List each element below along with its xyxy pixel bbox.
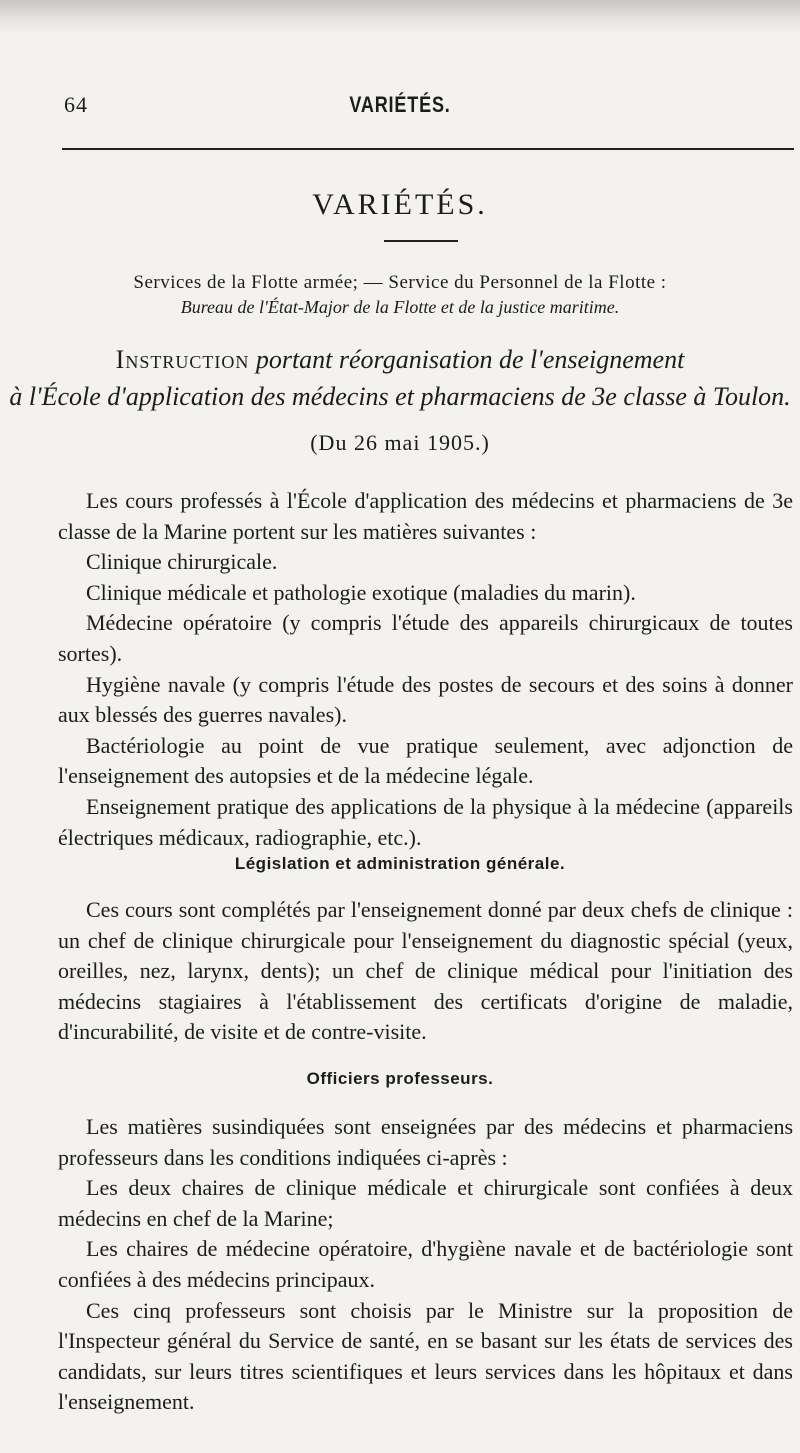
instruction-lead: Instruction (115, 345, 250, 374)
service-line-2: Bureau de l'État-Major de la Flotte et de la justice maritime. (180, 297, 620, 317)
paragraph: Clinique médicale et pathologie exotique (maladies du marin). (86, 579, 636, 605)
paragraph: Enseignement pratique des applications de la physique à la médecine (appareils électriques médicaux, radiographie, etc.). (58, 793, 793, 850)
title-rule (384, 240, 458, 242)
section-courses (58, 486, 793, 853)
paragraph: Bactériologie au point de vue pratique seulement, avec adjonction de l'enseignement des autopsies et de la médecine légale. (58, 732, 793, 789)
paragraph: Les chaires de médecine opératoire, d'hygiène navale et de bactériologie sont confiées à des médecins principaux. (58, 1236, 793, 1292)
instruction-title-line-2: à l'École d'application des médecins et pharmaciens de 3e classe à Toulon. (9, 382, 791, 411)
section-officers (58, 1112, 793, 1418)
instruction-date: (Du 26 mai 1905.) (310, 430, 490, 455)
scan-edge-shadow (0, 0, 800, 34)
instruction-title-line-1 (0, 345, 800, 375)
paragraph: Ces cours sont complétés par l'enseignement donné par deux chefs de clinique : un chef de clinique chirurgicale pour l'enseignement du diagnostic spécial (yeux, oreilles, nez, larynx, dents); un chef de clinique médical pour l'initiation des médecins stagiaires à l'établissement des certificats d'origine de maladie, d'incurabilité, de visite et de contre-visite. (58, 897, 793, 1045)
heading-officers: Officiers professeurs. (306, 1069, 494, 1088)
header-rule (62, 148, 794, 150)
paragraph: Les deux chaires de clinique médicale et chirurgicale sont confiées à deux médecins en chef de la Marine; (58, 1175, 793, 1231)
paragraph: Ces cinq professeurs sont choisis par le Ministre sur la proposition de l'Inspecteur général du Service de santé, en se basant sur les états de services des candidats, sur leurs titres scientifiques et leurs services dans les hôpitaux et dans l'enseignement. (58, 1297, 793, 1415)
paragraph: Clinique chirurgicale. (86, 549, 278, 575)
page-number: 64 (64, 92, 88, 117)
paragraph: Médecine opératoire (y compris l'étude des appareils chirurgicaux de toutes sortes). (58, 610, 793, 666)
service-line-1: Services de la Flotte armée; — Service du Personnel de la Flotte : (133, 272, 667, 293)
paragraph: Les cours professés à l'École d'application des médecins et pharmaciens de 3e classe de la Marine portent sur les matières suivantes : (58, 488, 793, 544)
section-title: VARIÉTÉS. (312, 188, 488, 221)
heading-legislation: Législation et administration générale. (234, 854, 566, 873)
section-legislation (58, 895, 793, 1048)
running-header (0, 92, 800, 122)
paragraph: Hygiène navale (y compris l'étude des postes de secours et des soins à donner aux blessés des guerres navales). (58, 671, 793, 728)
running-title: VARIÉTÉS. (349, 92, 451, 117)
paragraph: Les matières susindiquées sont enseignées par des médecins et pharmaciens professeurs dans les conditions indiquées ci-après : (58, 1114, 793, 1170)
instruction-title-rest: portant réorganisation de l'enseignement (255, 345, 685, 374)
